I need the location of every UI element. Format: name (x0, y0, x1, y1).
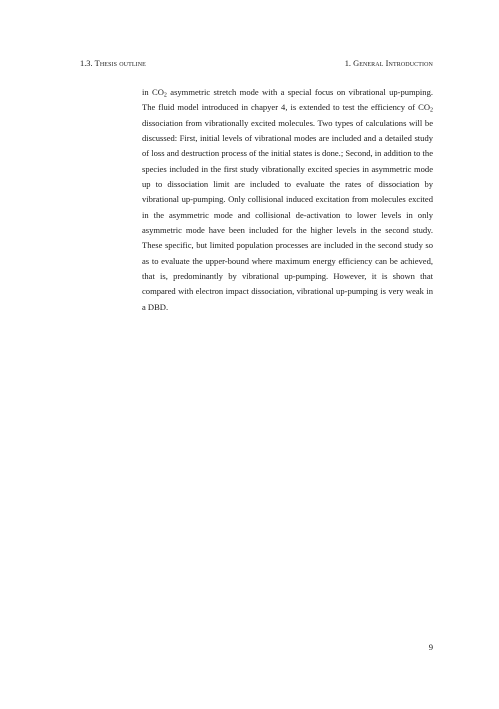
text-segment: in CO (142, 87, 164, 97)
chapter-number: 1. (344, 59, 351, 68)
body-paragraph (142, 85, 433, 315)
subscript: 2 (163, 92, 167, 99)
running-head (80, 58, 433, 70)
text-segment: dissociation from vibrationally excited molecules. Two types of calculations will be discussed: First, initial levels of vibrational modes are included and a detailed study of loss and destruction process of the initial states is done.; Second, in addition to the species included in the first study vibrationally excited species in asymmetric mode up to dissociation limit are included to evaluate the rates of dissociation by vibrational up-pumping. Only collisional induced excitation from molecules excited in the asymmetric mode and collisional de-activation to lower levels in only asymmetric mode have been included for the higher levels in the second study. These specific, but limited population processes are included in the second study so as to evaluate the upper-bound where maximum energy efficiency can be achieved, that is, predominantly by vibrational up-pumping. However, it is shown that compared with electron impact dissociation, vibrational up-pumping is very weak in a DBD. (142, 117, 433, 312)
running-head-chapter (345, 58, 433, 70)
section-title: Thesis outline (94, 59, 146, 68)
chapter-title: General Introduction (353, 59, 433, 68)
subscript: 2 (430, 107, 433, 114)
text-segment: asymmetric stretch mode with a special focus on vibrational up-pumping. The fluid model introduced in chapyer 4, is extended to test the efficiency of CO (142, 87, 433, 113)
body-text (142, 85, 433, 315)
section-number: 1.3. (80, 59, 93, 68)
running-head-section (80, 58, 146, 70)
page-number: 9 (428, 642, 433, 652)
